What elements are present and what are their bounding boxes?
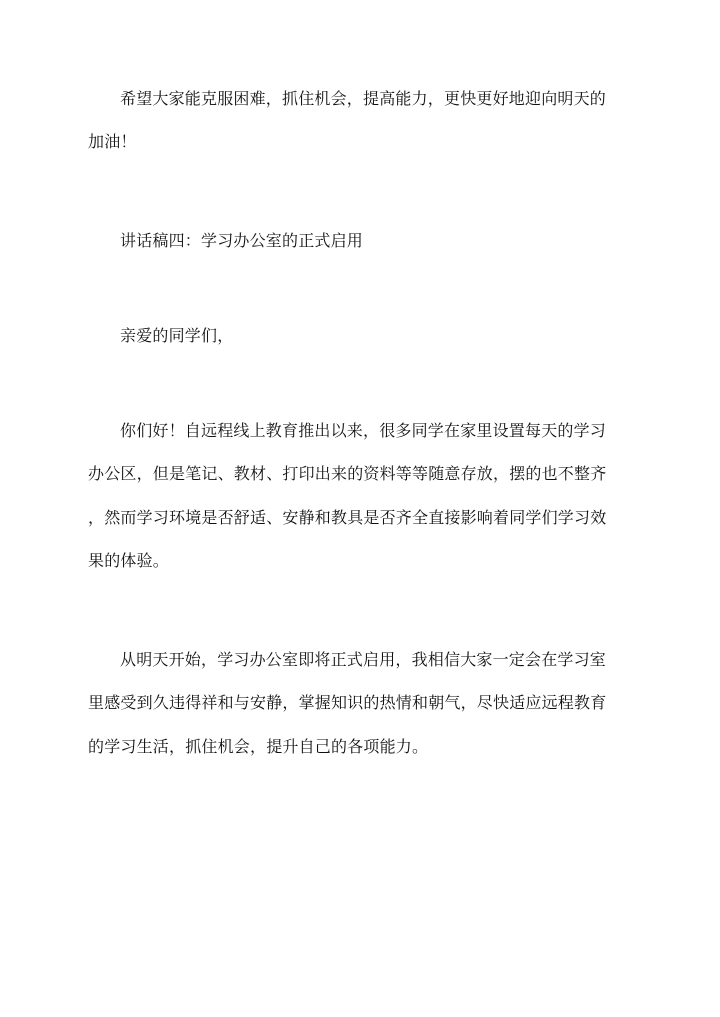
paragraph-line: 你们好！自远程线上教育推出以来，很多同学在家里设置每天的学习	[120, 421, 607, 440]
paragraph-line: 希望大家能克服困难，抓住机会，提高能力，更快更好地迎向明天的	[120, 89, 607, 108]
paragraph-line: ，然而学习环境是否舒适、安静和教具是否齐全直接影响着同学们学习效	[88, 508, 607, 527]
paragraph-line: 果的体验。	[88, 551, 170, 570]
heading-line: 讲话稿四：学习办公室的正式启用	[120, 231, 364, 250]
paragraph-line: 里感受到久违得祥和与安静，掌握知识的热情和朝气，尽快适应远程教育	[88, 693, 607, 712]
paragraph-line: 加油！	[88, 132, 137, 151]
paragraph-line: 办公区，但是笔记、教材、打印出来的资料等等随意存放，摆的也不整齐	[88, 464, 607, 483]
paragraph-line: 的学习生活，抓住机会，提升自己的各项能力。	[88, 737, 429, 756]
paragraph-line: 从明天开始，学习办公室即将正式启用，我相信大家一定会在学习室	[120, 650, 607, 669]
greeting-line: 亲爱的同学们，	[120, 326, 234, 345]
